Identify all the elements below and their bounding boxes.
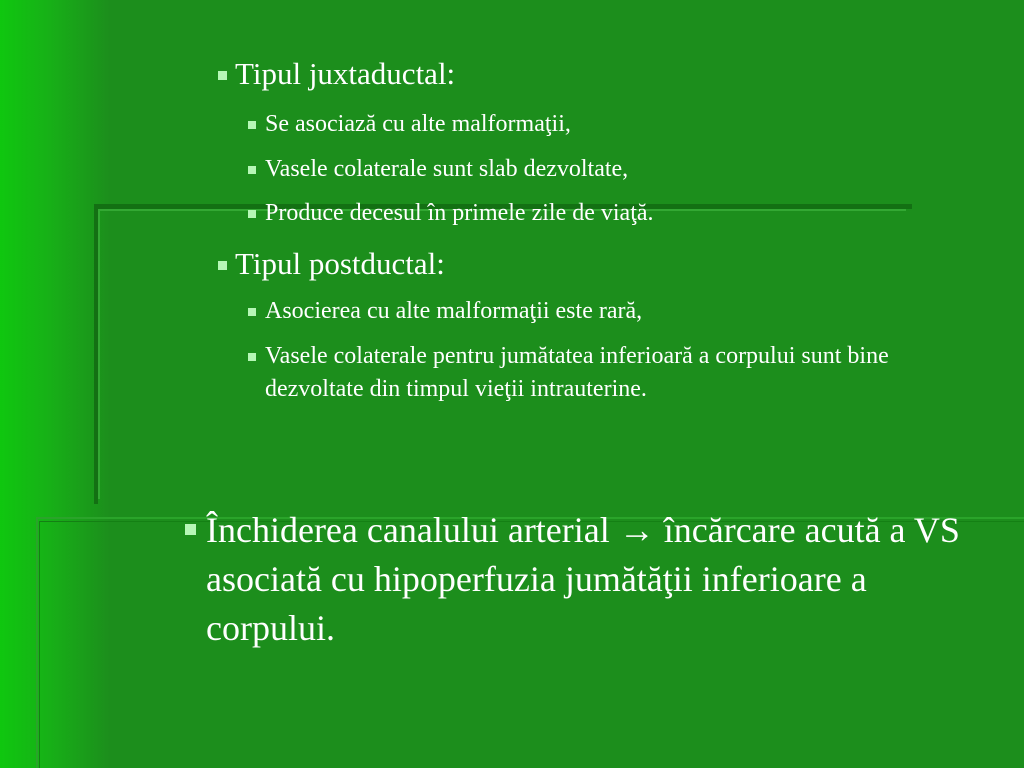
juxtaductal-point-2: [248, 153, 948, 186]
juxtaductal-heading: Tipul juxtaductal:: [235, 56, 456, 91]
square-bullet-icon: [218, 71, 227, 80]
juxtaductal-point-3: [248, 197, 948, 230]
juxtaductal-point-1: [248, 108, 948, 141]
square-bullet-icon: [248, 166, 256, 174]
postductal-heading-item: [218, 245, 938, 283]
conclusion-item: [185, 506, 980, 653]
postductal-point-text: Vasele colaterale pentru jumătatea inferioară a corpului sunt bine dezvoltate din timpul vieţii intrauterine.: [265, 343, 889, 402]
juxtaductal-point-text: Se asociază cu alte malformaţii,: [265, 111, 571, 137]
square-bullet-icon: [248, 121, 256, 129]
juxtaductal-heading-item: [218, 55, 938, 93]
juxtaductal-point-text: Produce decesul în primele zile de viaţă.: [265, 200, 654, 226]
postductal-point-text: Asocierea cu alte malformaţii este rară,: [265, 298, 643, 324]
postductal-point-2: [248, 340, 928, 406]
postductal-heading: Tipul postductal:: [235, 246, 445, 281]
square-bullet-icon: [218, 261, 227, 270]
juxtaductal-point-text: Vasele colaterale sunt slab dezvoltate,: [265, 156, 629, 182]
square-bullet-icon: [248, 353, 256, 361]
postductal-point-1: [248, 295, 948, 328]
square-bullet-icon: [248, 210, 256, 218]
square-bullet-icon: [185, 524, 196, 535]
conclusion-text: Închiderea canalului arterial → încărcare acută a VS asociată cu hipoperfuzia jumătăţii inferioare a corpului.: [206, 510, 960, 648]
square-bullet-icon: [248, 308, 256, 316]
